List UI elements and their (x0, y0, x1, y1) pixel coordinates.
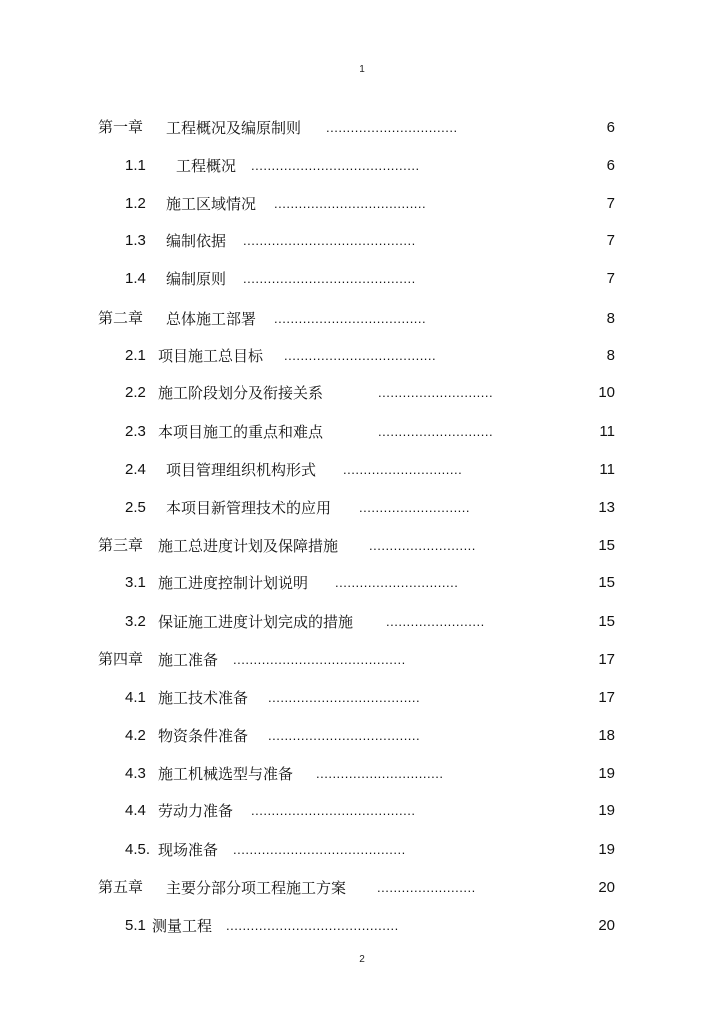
toc-entry-page: 7 (606, 270, 615, 287)
toc-entry-leader: ........................ (386, 614, 485, 629)
toc-entry[interactable] (0, 686, 724, 710)
toc-entry-title: 本项目新管理技术的应用 (166, 499, 332, 517)
toc-entry-label: 3.1 (125, 574, 146, 591)
toc-entry-leader: ............................... (316, 766, 444, 781)
toc-entry-leader: ..................................... (274, 311, 427, 326)
toc-entry[interactable] (0, 381, 724, 405)
toc-entry-label: 1.4 (125, 270, 146, 287)
toc-entry-label: 第四章 (98, 651, 144, 668)
toc-entry-title: 保证施工进度计划完成的措施 (158, 613, 354, 631)
toc-entry[interactable] (0, 571, 724, 595)
toc-entry[interactable] (0, 154, 724, 178)
toc-entry-title: 施工进度控制计划说明 (158, 574, 309, 592)
toc-entry-title: 施工总进度计划及保障措施 (158, 537, 339, 555)
toc-entry-page: 6 (606, 119, 615, 136)
toc-entry[interactable] (0, 116, 724, 140)
toc-entry-title: 劳动力准备 (158, 802, 234, 820)
toc-entry-leader: ..................................... (268, 690, 421, 705)
toc-entry[interactable] (0, 610, 724, 634)
toc-entry-title: 施工技术准备 (158, 689, 249, 707)
toc-entry-page: 13 (598, 499, 615, 516)
toc-entry-title: 现场准备 (158, 841, 219, 859)
toc-entry-label: 2.5 (125, 499, 146, 516)
toc-entry[interactable] (0, 534, 724, 558)
toc-entry-leader: .......................................... (243, 233, 416, 248)
toc-entry[interactable] (0, 648, 724, 672)
toc-entry[interactable] (0, 344, 724, 368)
toc-entry-title: 总体施工部署 (166, 310, 257, 328)
page-number-top: 1 (359, 64, 365, 75)
toc-entry[interactable] (0, 799, 724, 823)
toc-entry-label: 5.1 (125, 917, 146, 934)
toc-entry-page: 7 (606, 232, 615, 249)
toc-entry-title: 物资条件准备 (158, 727, 249, 745)
toc-entry-page: 8 (606, 347, 615, 364)
toc-entry-page: 11 (599, 423, 615, 440)
toc-entry-page: 20 (598, 917, 615, 934)
toc-entry-title: 项目管理组织机构形式 (166, 461, 317, 479)
toc-entry[interactable] (0, 307, 724, 331)
toc-entry-page: 15 (598, 613, 615, 630)
toc-entry-leader: ..................................... (268, 728, 421, 743)
toc-entry-label: 1.1 (125, 157, 146, 174)
toc-entry-page: 10 (598, 384, 615, 401)
toc-entry-page: 15 (598, 574, 615, 591)
page-number-bottom: 2 (359, 954, 365, 965)
toc-entry-title: 工程概况 (176, 157, 237, 175)
toc-entry-leader: .......................................... (233, 652, 406, 667)
toc-entry-leader: ........................... (359, 500, 471, 515)
toc-entry-page: 6 (606, 157, 615, 174)
toc-entry-page: 20 (598, 879, 615, 896)
toc-entry-title: 编制原则 (166, 270, 227, 288)
toc-entry-label: 4.1 (125, 689, 146, 706)
toc-entry-page: 17 (598, 689, 615, 706)
toc-entry-leader: ..................................... (274, 196, 427, 211)
toc-entry-page: 17 (598, 651, 615, 668)
toc-entry-title: 项目施工总目标 (158, 347, 264, 365)
toc-entry-title: 主要分部分项工程施工方案 (166, 879, 347, 897)
toc-entry-label: 4.5. (125, 841, 151, 858)
toc-entry[interactable] (0, 192, 724, 216)
toc-entry-page: 7 (606, 195, 615, 212)
toc-entry-title: 工程概况及编原制则 (166, 119, 302, 137)
toc-entry[interactable] (0, 496, 724, 520)
toc-entry-label: 2.2 (125, 384, 146, 401)
toc-entry-label: 4.4 (125, 802, 146, 819)
toc-entry-label: 1.3 (125, 232, 146, 249)
toc-entry-leader: .......................................... (226, 918, 399, 933)
toc-entry-leader: ............................. (343, 462, 463, 477)
toc-entry-title: 施工区域情况 (166, 195, 257, 213)
toc-entry-title: 施工阶段划分及衔接关系 (158, 384, 324, 402)
toc-entry-leader: ............................ (378, 424, 494, 439)
toc-entry-label: 第五章 (98, 879, 144, 896)
toc-entry[interactable] (0, 724, 724, 748)
toc-entry-page: 19 (598, 841, 615, 858)
toc-entry[interactable] (0, 458, 724, 482)
toc-entry-title: 编制依据 (166, 232, 227, 250)
toc-entry-title: 施工机械选型与准备 (158, 765, 294, 783)
toc-entry-page: 18 (598, 727, 615, 744)
toc-entry[interactable] (0, 762, 724, 786)
toc-entry-label: 1.2 (125, 195, 146, 212)
toc-entry-leader: ......................................... (251, 158, 420, 173)
toc-entry-title: 本项目施工的重点和难点 (158, 423, 324, 441)
toc-entry-label: 2.1 (125, 347, 146, 364)
toc-entry-page: 19 (598, 802, 615, 819)
toc-entry-leader: ........................................ (251, 803, 416, 818)
toc-entry-leader: ........................ (377, 880, 476, 895)
toc-entry-page: 11 (599, 461, 615, 478)
toc-entry-leader: ............................ (378, 385, 494, 400)
toc-entry-label: 第一章 (98, 119, 144, 136)
toc-entry[interactable] (0, 420, 724, 444)
toc-entry[interactable] (0, 229, 724, 253)
toc-entry-label: 4.2 (125, 727, 146, 744)
toc-entry-label: 第三章 (98, 537, 144, 554)
toc-entry-leader: .......................................... (233, 842, 406, 857)
toc-entry[interactable] (0, 914, 724, 938)
toc-entry-title: 施工准备 (158, 651, 219, 669)
toc-entry-label: 2.3 (125, 423, 146, 440)
toc-entry-title: 测量工程 (152, 917, 213, 935)
toc-entry-leader: .......................................... (243, 271, 416, 286)
toc-entry-label: 2.4 (125, 461, 146, 478)
toc-entry[interactable] (0, 838, 724, 862)
toc-entry-page: 15 (598, 537, 615, 554)
toc-entry-leader: ..................................... (284, 348, 437, 363)
toc-entry[interactable] (0, 267, 724, 291)
toc-entry-page: 19 (598, 765, 615, 782)
toc-entry[interactable] (0, 876, 724, 900)
toc-entry-label: 第二章 (98, 310, 144, 327)
toc-entry-label: 4.3 (125, 765, 146, 782)
toc-entry-page: 8 (606, 310, 615, 327)
toc-entry-label: 3.2 (125, 613, 146, 630)
toc-entry-leader: .......................... (369, 538, 476, 553)
toc-entry-leader: ................................ (326, 120, 458, 135)
toc-entry-leader: .............................. (335, 575, 459, 590)
